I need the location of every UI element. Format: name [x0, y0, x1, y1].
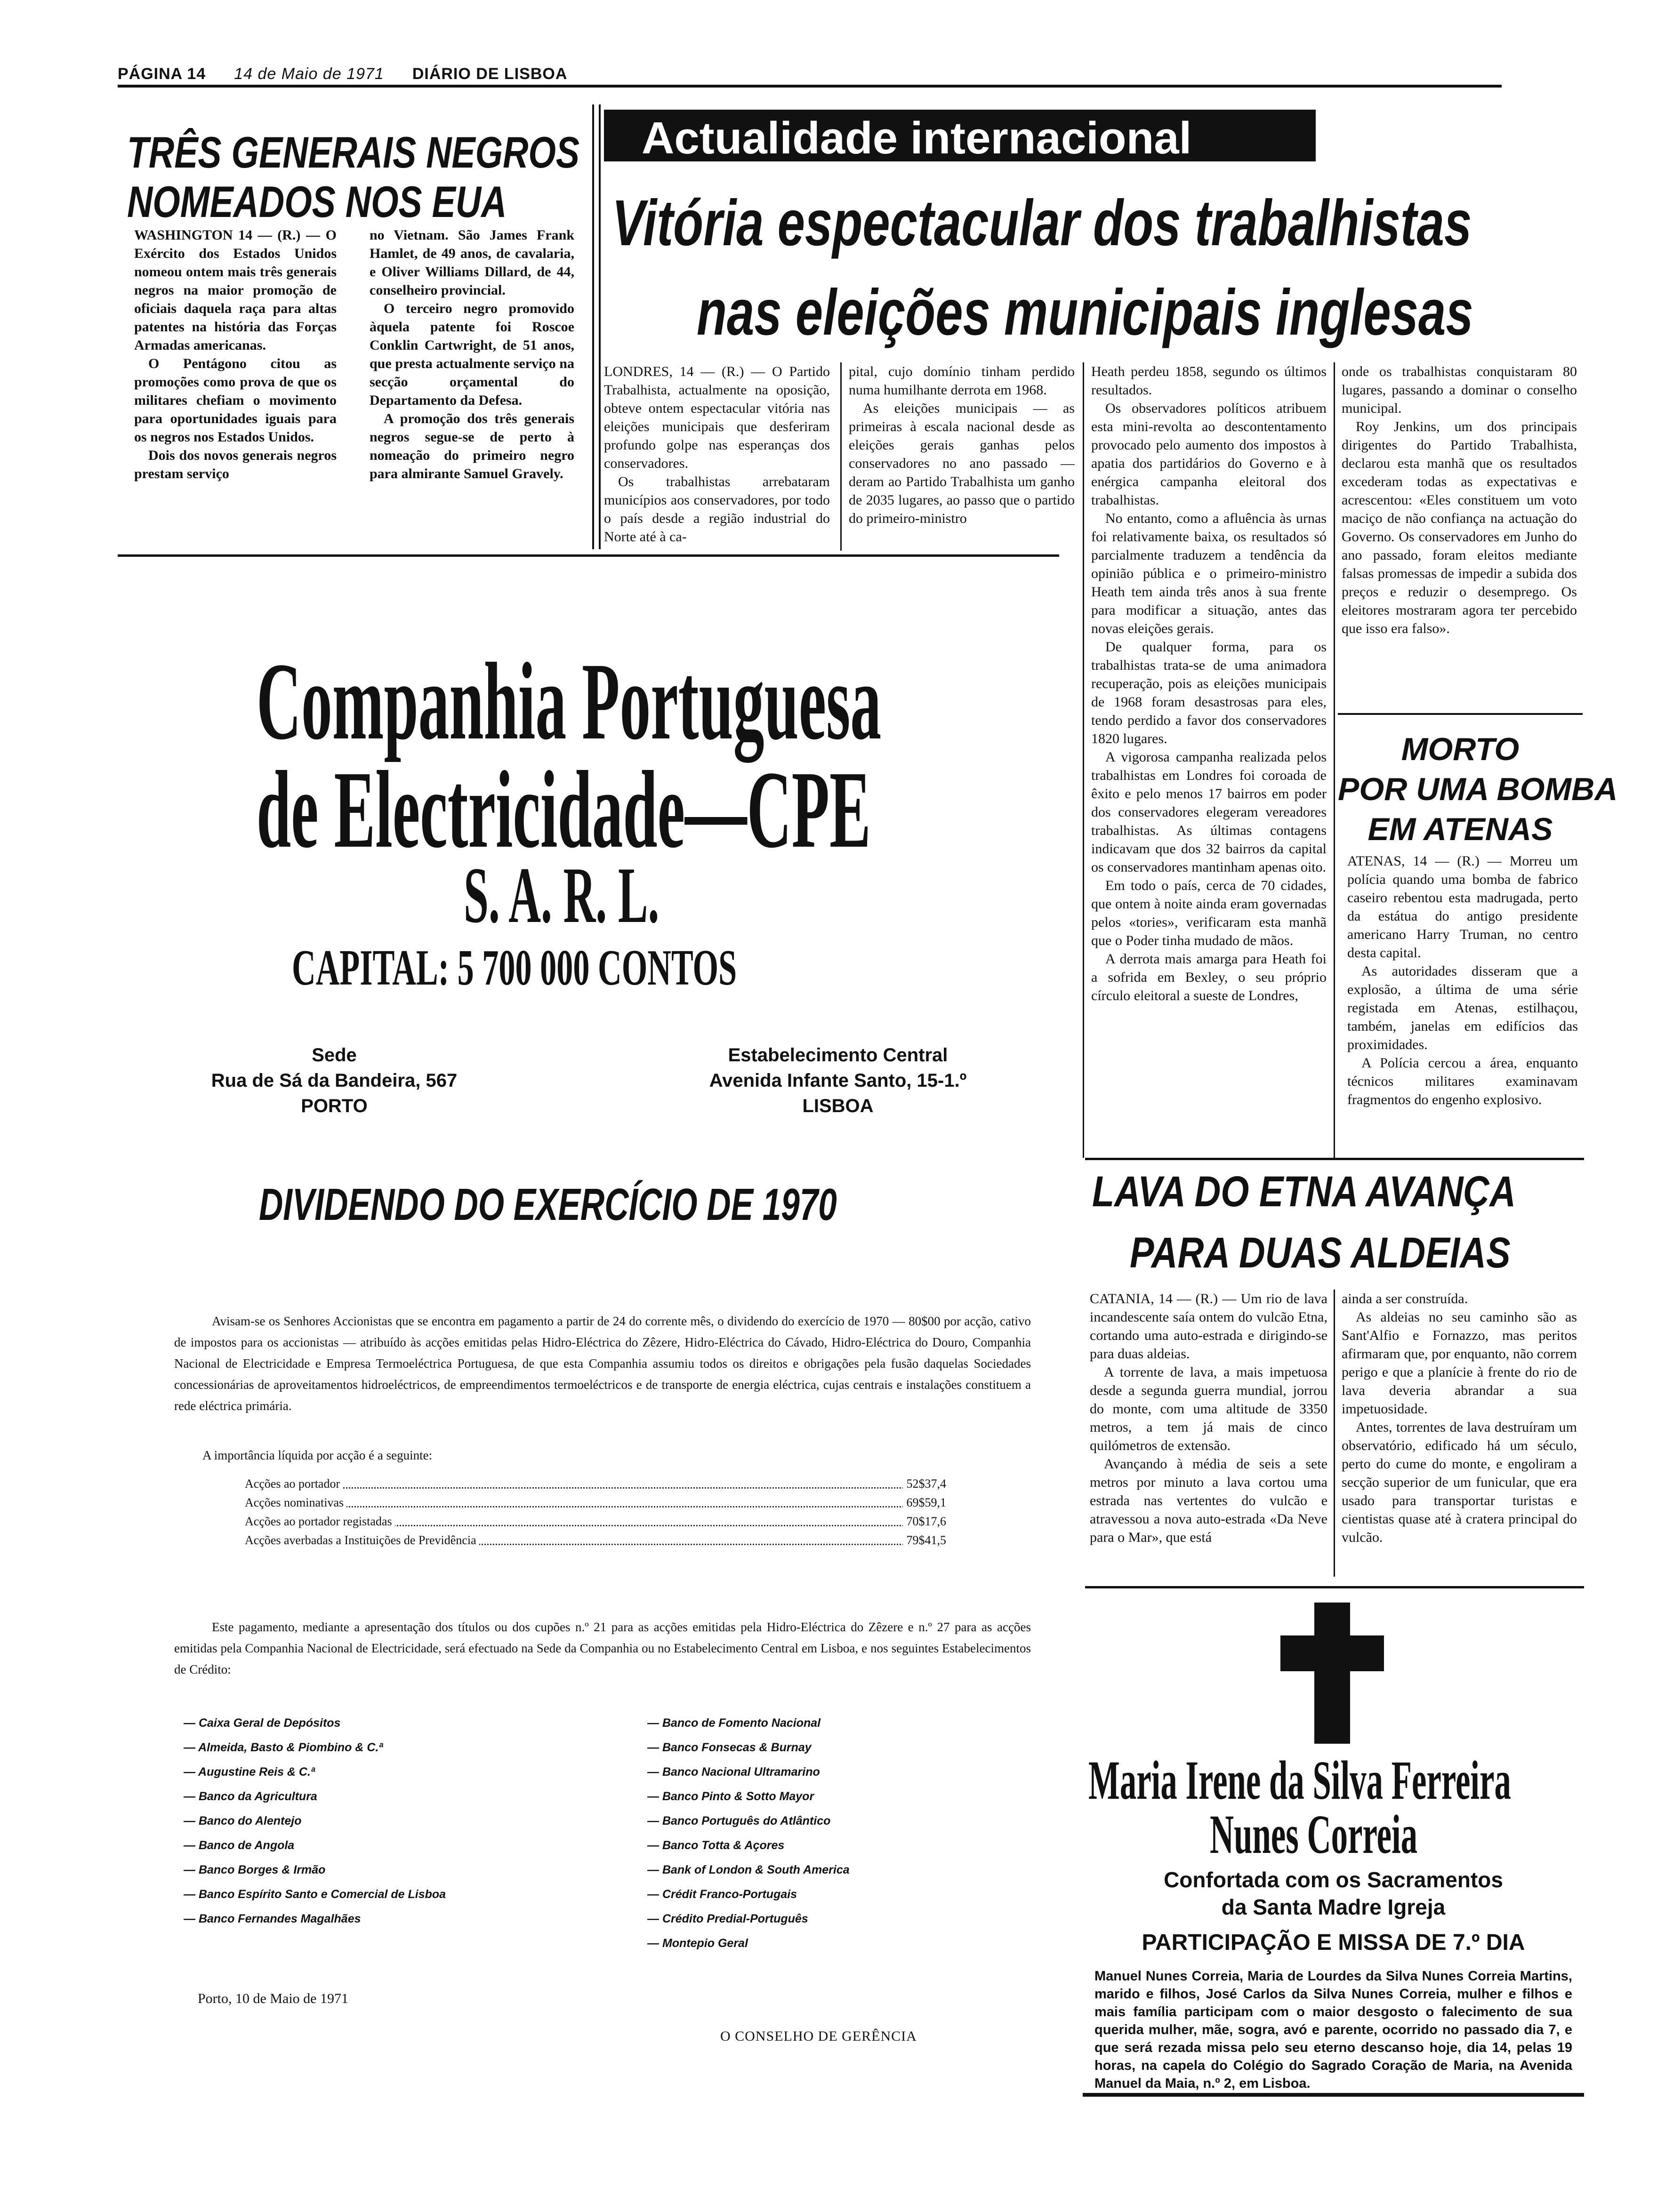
table-row: Acções ao portador 52$37,4 — [245, 1475, 946, 1493]
page-number: PÁGINA 14 — [118, 65, 206, 83]
column-rule — [1083, 362, 1084, 1158]
table-row: Acções nominativas 69$59,1 — [245, 1493, 946, 1512]
company-type: S. A. R. L. — [464, 851, 660, 939]
etna-headline-1: LAVA DO ETNA AVANÇA — [1092, 1168, 1516, 1216]
list-item: — Banco de Fomento Nacional — [647, 1716, 821, 1730]
deceased-name-1: Maria Irene da Silva Ferreira — [1088, 1749, 1511, 1811]
list-item: — Banco Espírito Santo e Comercial de Lisboa — [184, 1888, 446, 1901]
dividend-intro: Avisam-se os Senhores Accionistas que se encontra em pagamento a partir de 24 do corrente mês, o dividendo do exercício de 1970 — 80$00 por acção, cativo de impostos para os accionistas — atribuído às acções emitidas pelas Hidro-Eléctrica do Zêzere, Hidro-Eléctrica do Cávado, Hidro-Eléctrica do Douro, Companhia Nacional de Electricidade e Empresa Termoeléctrica Portuguesa, de que esta Companhia assumiu todos os direitos e obrigações pela fusão daquelas Sociedades concessionárias de aproveitamentos hidroeléctricos, de empreendimentos termoeléctricos e de transporte de energia eléctrica, cujas centrais e instalações constituem a rede eléctrica primária. — [174, 1314, 1031, 1413]
central-address: Avenida Infante Santo, 15-1.º — [709, 1070, 967, 1091]
column-rule — [592, 104, 594, 549]
article-generais — [118, 106, 588, 553]
central-block — [697, 1042, 979, 1119]
etna-column-2: ainda a ser construída. As aldeias no seu caminho são as Sant'Alfio e Fornazzo, mas peritos afirmaram que, por enquanto, não correm perigo e que a planície à frente do rio de lava deveria abrandar a sua impetuosidade. Antes, torrentes de lava destruíram um observatório, edificado há um século, perto do cume do monte, e engoliram a secção superior de um funicular, que era usado para transportar turistas e cientistas quase até à cratera principal do vulcão. — [1342, 1291, 1577, 1545]
list-item: — Crédito Predial-Português — [647, 1912, 808, 1925]
company-name-1: Companhia Portuguesa — [257, 640, 882, 762]
election-column-4: onde os trabalhistas conquistaram 80 lugares, passando a dominar o conselho municipal. Roy Jenkins, um dos principais dirigentes do Partido Trabalhista, declarou esta manhã que os resultados excederam todas as expectativas e acrescentou: «Eles constituem um voto maciço de não confiança na actuação do Governo. Os conservadores em Junho do ano passado, foram eleitos mediante falsas promessas de impedir a subida dos preços e reduzir o desemprego. Os eleitores mostraram agora ter percebido que isso era falso». — [1342, 364, 1577, 636]
company-capital: CAPITAL: 5 700 000 CONTOS — [292, 940, 737, 996]
list-item: — Banco da Agricultura — [184, 1790, 317, 1803]
banks-right — [647, 1711, 850, 1956]
obituary-title: PARTICIPAÇÃO E MISSA DE 7.º DIA — [1142, 1930, 1525, 1955]
election-headline-2: nas eleições municipais inglesas — [697, 276, 1473, 349]
deceased-name-2: Nunes Correia — [1210, 1803, 1418, 1865]
list-item: — Banco do Alentejo — [184, 1814, 302, 1827]
list-item: — Caixa Geral de Depósitos — [184, 1716, 341, 1730]
column-rule — [1334, 362, 1335, 1158]
dividend-table — [245, 1475, 946, 1550]
generais-column-1: WASHINGTON 14 — (R.) — O Exército dos Estados Unidos nomeou ontem mais três generais negros na maior promoção de oficiais daquela raça para altas patentes na história das Forças Armadas americanas. O Pentágono citou as promoções como prova de que os militares chefiam o movimento para oportunidades iguais para os negros nos Estados Unidos. Dois dos novos generais negros prestam serviço — [134, 227, 337, 481]
column-rule — [840, 362, 842, 551]
list-item: — Almeida, Basto & Piombino & C.ª — [184, 1741, 383, 1754]
generais-headline-1: TRÊS GENERAIS NEGROS — [127, 128, 580, 177]
sede-block — [193, 1042, 475, 1119]
payment-text: Este pagamento, mediante a apresentação dos títulos ou dos cupões n.º 21 para as acções emitidas pela Hidro-Eléctrica do Zêzere e n.º 27 para as acções emitidas pela Companhia Nacional de Electricidade, será efectuado na Sede da Companhia ou no Estabelecimento Central em Lisboa, e nos seguintes Estabelecimentos de Crédito: — [174, 1620, 1031, 1676]
list-item: — Banco Nacional Ultramarino — [647, 1765, 820, 1779]
list-item: — Banco de Angola — [184, 1839, 295, 1852]
list-item: — Augustine Reis & C.ª — [184, 1765, 315, 1779]
obituary-body: Manuel Nunes Correia, Maria de Lourdes da Silva Nunes Correia Martins, marido e filhos, José Carlos da Silva Nunes Correia, mulher e filhos e mais família participam com o maior desgosto o falecimento de sua querida mulher, mãe, sogra, avó e parente, ocorrido no passado dia 7, e que será rezada missa pelo seu eterno descanso hoje, dia 14, pelas 19 horas, na capela do Colégio do Sagrado Coração de Maria, na Avenida Manuel da Maia, n.º 2, em Lisboa. — [1094, 1969, 1572, 2091]
company-name-2: de Electricidade—CPE — [257, 748, 871, 871]
sede-address: Rua de Sá da Bandeira, 567 — [211, 1070, 458, 1091]
election-headline-1: Vitória espectacular dos trabalhistas — [612, 187, 1472, 259]
dateline: Porto, 10 de Maio de 1971 — [198, 1991, 348, 2006]
table-row: Acções averbadas a Instituições de Previdência 79$41,5 — [245, 1531, 946, 1550]
issue-date: 14 de Maio de 1971 — [234, 65, 384, 83]
sede-city: PORTO — [301, 1096, 368, 1116]
dividend-title: DIVIDENDO DO EXERCÍCIO DE 1970 — [259, 1179, 837, 1230]
morto-headline-2: POR UMA BOMBA — [1338, 771, 1618, 807]
election-column-1: LONDRES, 14 — (R.) — O Partido Trabalhista, actualmente na oposição, obteve ontem espectacular vitória nas eleições municipais que desferiram profundo golpe nas esperanças dos conservadores. Os trabalhistas arrebataram municípios aos conservadores, por todo o país desde a região industrial do Norte até à ca- — [604, 364, 830, 545]
section-banner — [604, 110, 1316, 161]
list-item: — Banco Borges & Irmão — [184, 1863, 326, 1876]
generais-headline-2: NOMEADOS NOS EUA — [127, 177, 507, 226]
article-morto — [1338, 729, 1618, 850]
section-rule — [1083, 2093, 1584, 2097]
election-column-2: pital, cujo domínio tinham perdido numa humilhante derrota em 1968. As eleições municipais — as primeiras à escala nacional desde as eleições gerais ganhas pelos conservadores no ano passado — deram ao Partido Trabalhista um ganho de 2035 lugares, ao passo que o partido do primeiro-ministro — [849, 364, 1075, 526]
list-item: — Banco Português do Atlântico — [647, 1814, 831, 1827]
etna-headline-2: PARA DUAS ALDEIAS — [1130, 1229, 1511, 1277]
amount-intro: A importância líquida por acção é a seguinte: — [202, 1448, 433, 1462]
central-label: Estabelecimento Central — [728, 1045, 948, 1066]
table-row: Acções ao portador registadas 70$17,6 — [245, 1512, 946, 1531]
list-item: — Banco Totta & Açores — [647, 1839, 785, 1852]
sede-label: Sede — [312, 1045, 357, 1066]
column-rule — [599, 104, 601, 549]
cross-icon — [1280, 1603, 1384, 1744]
morto-headline-1: MORTO — [1401, 731, 1520, 767]
column-rule — [1334, 1290, 1335, 1577]
list-item: — Banco Fernandes Magalhães — [184, 1912, 361, 1925]
obituary — [1083, 1588, 1584, 2097]
central-city: LISBOA — [802, 1096, 874, 1116]
list-item: — Montepio Geral — [647, 1937, 748, 1950]
election-column-3: Heath perdeu 1858, segundo os últimos resultados. Os observadores políticos atribuem esta mini-revolta ao descontentamento provocado pelo aumento dos impostos à apatia dos partidários do Governo e à enérgica campanha eleitoral dos trabalhistas. No entanto, como a afluência às urnas foi relativamente baixa, os resultados só parcialmente traduzem a tendência da opinião pública e o primeiro-ministro Heath tem ainda três anos à sua frente para modificar a situação, antes das novas eleições gerais. De qualquer forma, para os trabalhistas trata-se de uma animadora recuperação, pois as eleições municipais de 1968 foram desastrosas para eles, tendo perdido a favor dos conservadores 1820 lugares. A vigorosa campanha realizada pelos trabalhistas em Londres foi coroada de êxito e pelo menos 17 bairros em poder dos conservadores elegeram vereadores trabalhistas. As últimas contagens indicavam que dos 32 bairros da capital os conservadores mantinham apenas oito. Em todo o país, cerca de 70 cidades, que ontem à noite ainda eram governadas pelos «tories», verificaram esta manhã que o Poder tinha mudado de mãos. A derrota mais amarga para Heath foi a sofrida em Bexley, o seu próprio círculo eleitoral a sueste de Londres, — [1091, 364, 1327, 1003]
generais-column-2: no Vietnam. São James Frank Hamlet, de 49 anos, de cavalaria, e Oliver Williams Dillard, de 44, conselheiro provincial. O terceiro negro promovido àquela patente foi Roscoe Conklin Cartwright, de 51 anos, que presta actualmente serviço na secção orçamental do Departamento da Defesa. A promoção dos três generais negros segue-se de perto à nomeação do primeiro negro para almirante Samuel Gravely. — [370, 227, 574, 481]
morto-body: ATENAS, 14 — (R.) — Morreu um polícia quando uma bomba de fabrico caseiro rebentou esta madrugada, perto da estátua do antigo presidente americano Harry Truman, no centro desta capital. As autoridades disseram que a explosão, a última de uma série registada em Atenas, estilhaçou, também, janelas em edifícios das proximidades. A Polícia cercou a área, enquanto técnicos militares examinavam fragmentos do engenho explosivo. — [1347, 853, 1578, 1107]
list-item: — Crédit Franco-Portugais — [647, 1888, 797, 1901]
banks-left — [184, 1711, 446, 1931]
section-rule — [1338, 713, 1583, 715]
section-rule — [118, 554, 1059, 557]
list-item: — Bank of London & South America — [647, 1863, 850, 1876]
masthead — [118, 65, 567, 83]
newspaper-name: DIÁRIO DE LISBOA — [412, 65, 568, 83]
signature: O CONSELHO DE GERÊNCIA — [720, 2028, 917, 2044]
list-item: — Banco Fonsecas & Burnay — [647, 1741, 812, 1754]
obituary-subtitle: Confortada com os Sacramentos da Santa Madre Igreja — [1164, 1867, 1503, 1919]
section-rule — [1085, 1158, 1584, 1160]
masthead-rule — [118, 85, 1502, 88]
list-item: — Banco Pinto & Sotto Mayor — [647, 1790, 814, 1803]
cpe-advertisement — [118, 558, 1083, 2087]
banner-title: Actualidade internacional — [642, 113, 1192, 163]
morto-headline-3: EM ATENAS — [1367, 811, 1553, 847]
etna-column-1: CATANIA, 14 — (R.) — Um rio de lava incandescente saía ontem do vulcão Etna, cortando uma auto-estrada e dirigindo-se para duas aldeias. A torrente de lava, a mais impetuosa desde a segunda guerra mundial, jorrou do monte, com uma altitude de 3350 metros, a tem já mais de cinco quilómetros de extensão. Avançando à média de seis a sete metros por minuto a lava cortou uma estrada nas vertentes do vulcão e atravessou a nova auto-estrada «Da Neve para o Mar», que está — [1090, 1291, 1327, 1545]
